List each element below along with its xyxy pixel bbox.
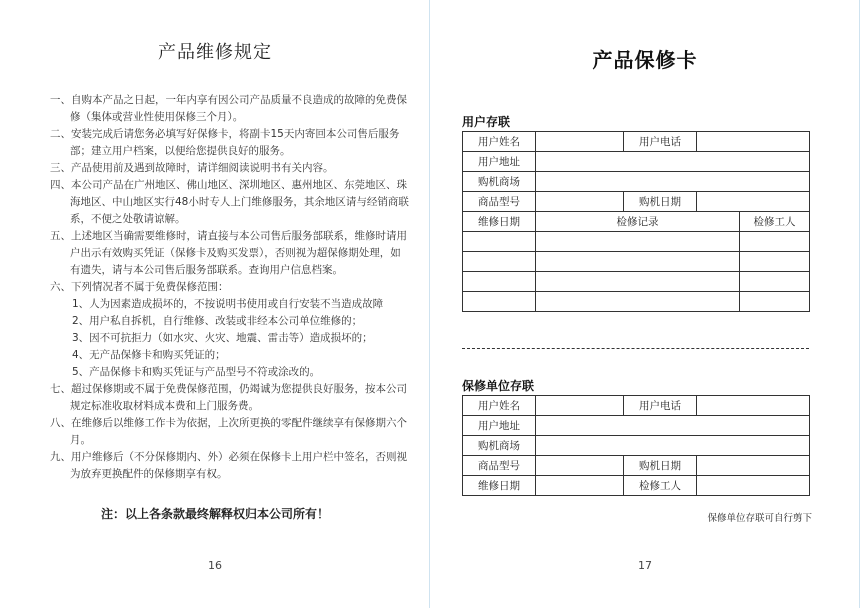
form-row [463,456,810,476]
repair-log-row [463,292,810,312]
repair-worker-cell[interactable] [740,272,810,292]
form-row [463,192,810,212]
repair-date-label: 维修日期 [463,476,536,496]
name-label: 用户姓名 [463,132,536,152]
repair-date-cell[interactable] [463,292,536,312]
form-row [463,436,810,456]
name-field[interactable] [536,396,624,416]
repair-worker-label: 检修工人 [624,476,697,496]
repair-date-header: 维修日期 [463,212,536,232]
rule-item: 七、超过保修期或不属于免费保修范围，仍竭诚为您提供良好服务，按本公司规定标准收取材料成本费和上门服务费。 [50,383,407,412]
rule-item: 四、本公司产品在广州地区、佛山地区、深圳地区、惠州地区、东莞地区、珠海地区、中山地区实行48小时专人上门维修服务，其余地区请与经销商联系，不便之处敬请谅解。 [50,179,409,225]
repair-date-cell[interactable] [463,272,536,292]
form-row [463,396,810,416]
address-label: 用户地址 [463,416,536,436]
repair-log-row [463,232,810,252]
repair-worker-cell[interactable] [740,252,810,272]
right-page-title: 产品保修卡 [592,48,698,72]
model-label: 商品型号 [463,456,536,476]
rule-item: 三、产品使用前及遇到故障时，请详细阅读说明书有关内容。 [50,162,334,174]
form-row [463,476,810,496]
rule-item: 八、在维修后以维修工作卡为依据，上次所更换的零配件继续享有保修期六个月。 [50,417,407,446]
address-field[interactable] [536,416,810,436]
store-field[interactable] [536,172,810,192]
model-field[interactable] [536,192,624,212]
purchase-date-field[interactable] [697,456,810,476]
form-row [463,212,810,232]
repair-worker-cell[interactable] [740,292,810,312]
service-copy-form [462,395,810,496]
repair-record-cell[interactable] [536,272,740,292]
repair-record-cell[interactable] [536,232,740,252]
repair-record-cell[interactable] [536,252,740,272]
store-field[interactable] [536,436,810,456]
disclaimer-note: 注：以上各条款最终解释权归本公司所有！ [100,507,329,521]
name-field[interactable] [536,132,624,152]
cut-dashed-line [462,348,809,349]
cut-instruction-note: 保修单位存联可自行剪下 [707,513,812,524]
rule-item: 二、安装完成后请您务必填写好保修卡，将副卡15天内寄回本公司售后服务部；建立用户档案，以便给您提供良好的服务。 [50,128,400,157]
repair-date-cell[interactable] [463,252,536,272]
repair-log-row [463,252,810,272]
page-number-left: 16 [208,559,222,572]
form-row [463,152,810,172]
phone-label: 用户电话 [624,132,697,152]
rule-item: 一、自购本产品之日起，一年内享有因公司产品质量不良造成的故障的免费保修（集体或营业性使用保修三个月）。 [50,94,407,123]
repair-worker-field[interactable] [697,476,810,496]
repair-worker-cell[interactable] [740,232,810,252]
form-row [463,416,810,436]
repair-date-field[interactable] [536,476,624,496]
service-copy-label: 保修单位存联 [462,379,535,393]
page-number-right: 17 [638,559,652,572]
rule-subitem: 5、产品保修卡和购买凭证与产品型号不符或涂改的。 [72,366,321,378]
rule-item: 九、用户维修后（不分保修期内、外）必须在保修卡上用户栏中签名，否则视为放弃更换配件的保修期享有权。 [50,451,407,480]
left-page-title: 产品维修规定 [158,42,272,63]
repair-date-cell[interactable] [463,232,536,252]
rule-subitem: 4、无产品保修卡和购买凭证的； [72,349,226,361]
repair-record-cell[interactable] [536,292,740,312]
purchase-date-label: 购机日期 [624,192,697,212]
phone-label: 用户电话 [624,396,697,416]
form-row [463,172,810,192]
right-page [430,0,860,608]
model-field[interactable] [536,456,624,476]
rule-subitem: 3、因不可抗拒力（如水灾、火灾、地震、雷击等）造成损坏的； [72,332,373,344]
user-copy-form [462,131,810,312]
purchase-date-label: 购机日期 [624,456,697,476]
store-label: 购机商场 [463,436,536,456]
phone-field[interactable] [697,396,810,416]
address-label: 用户地址 [463,152,536,172]
address-field[interactable] [536,152,810,172]
rule-item: 六、下列情况者不属于免费保修范围： [50,281,229,293]
name-label: 用户姓名 [463,396,536,416]
repair-worker-header: 检修工人 [740,212,810,232]
phone-field[interactable] [697,132,810,152]
repair-record-header: 检修记录 [536,212,740,232]
repair-rules-list [50,92,410,483]
repair-log-row [463,272,810,292]
rule-item: 五、上述地区当确需要维修时，请直接与本公司售后服务部联系，维修时请用户出示有效购买凭证（保修卡及购买发票），否则视为超保修期处理，如有遗失，请与本公司售后服务部联系。查询用户信息档案。 [50,230,407,276]
rule-subitem: 1、人为因素造成损坏的，不按说明书使用或自行安装不当造成故障 [72,298,384,310]
purchase-date-field[interactable] [697,192,810,212]
store-label: 购机商场 [463,172,536,192]
rule-subitem: 2、用户私自拆机，自行维修、改装或非经本公司单位维修的； [72,315,363,327]
model-label: 商品型号 [463,192,536,212]
user-copy-label: 用户存联 [462,115,511,129]
form-row [463,132,810,152]
